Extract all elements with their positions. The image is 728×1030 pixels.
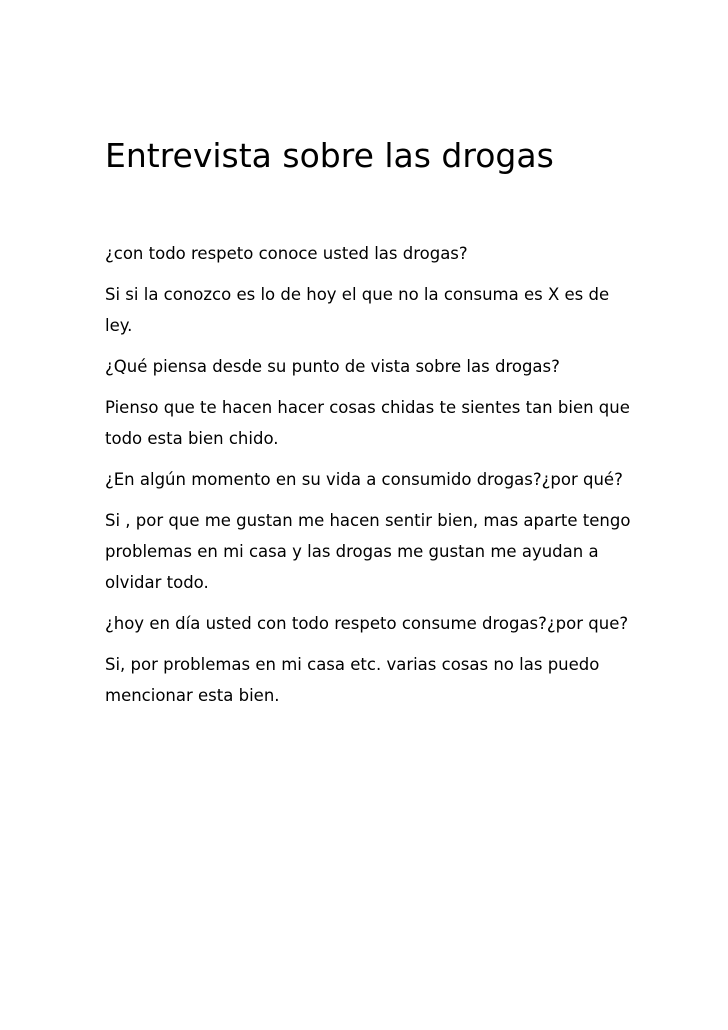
question-3: ¿En algún momento en su vida a consumido drogas?¿por qué? <box>105 470 623 489</box>
answer-1: Si si la conozco es lo de hoy el que no la consuma es X es de ley. <box>105 285 610 335</box>
document-title: Entrevista sobre las drogas <box>105 136 554 175</box>
question-2: ¿Qué piensa desde su punto de vista sobre las drogas? <box>105 357 560 376</box>
answer-4: Si, por problemas en mi casa etc. varias cosas no las puedo mencionar esta bien. <box>105 655 600 705</box>
document-body <box>105 238 635 721</box>
answer-3: Si , por que me gustan me hacen sentir bien, mas aparte tengo problemas en mi casa y las drogas me gustan me ayudan a olvidar todo. <box>105 511 631 592</box>
answer-2: Pienso que te hacen hacer cosas chidas te sientes tan bien que todo esta bien chido. <box>105 398 630 448</box>
question-4: ¿hoy en día usted con todo respeto consume drogas?¿por que? <box>105 614 629 633</box>
question-1: ¿con todo respeto conoce usted las drogas? <box>105 244 468 263</box>
